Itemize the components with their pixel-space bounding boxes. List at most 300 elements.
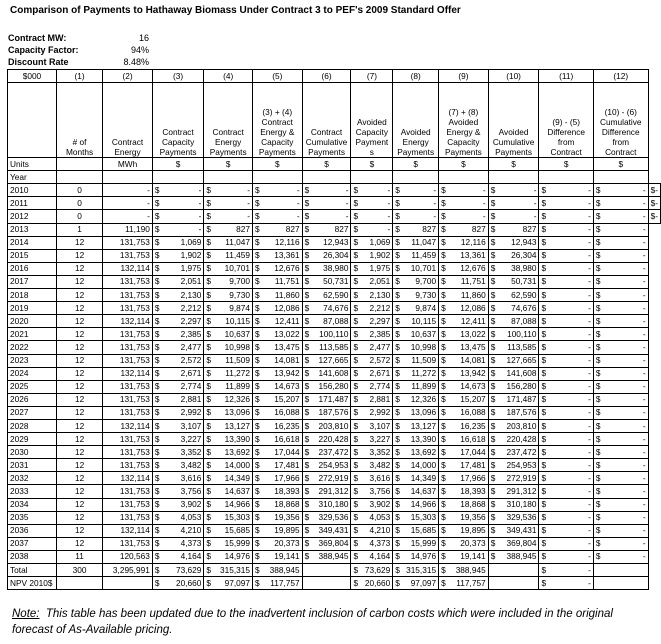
table-cell [351,577,393,590]
row-label: 2034 [8,498,57,511]
currency-sign: $ [595,224,601,235]
table-cell [488,249,539,262]
money-amount: 15,207 [460,394,486,405]
table-cell [393,524,439,537]
money-value [155,460,202,471]
currency-sign: $ [154,263,160,274]
unit-cell: $ [439,158,489,171]
money-amount: 12,411 [460,315,486,326]
money-value [491,368,537,379]
money-value [305,329,349,340]
table-cell [593,577,648,590]
currency-sign: $ [541,211,547,222]
money-amount: 26,304 [511,250,537,261]
table-cell [539,354,593,367]
table-cell [302,380,351,393]
table-cell [351,433,393,446]
money-amount: 3,352 [180,446,202,457]
table-cell [439,289,489,302]
money-amount: 73,629 [175,564,202,575]
money-value [255,303,300,314]
money-amount: 11,459 [225,250,250,261]
empty-cell [56,171,102,184]
table-cell [351,380,393,393]
currency-sign: $ [255,512,260,523]
money-value [206,250,250,261]
table-cell [253,275,303,288]
currency-sign: $ [595,381,601,392]
table-cell [253,289,303,302]
table-cell [302,550,351,563]
money-value [255,447,300,458]
currency-sign: $ [255,394,260,405]
table-cell [302,341,351,354]
table-cell [439,459,489,472]
table-cell [393,210,439,223]
currency-sign: $ [304,499,310,510]
money-amount: - [588,263,591,274]
table-cell [302,354,351,367]
money-amount: - [642,381,646,392]
money-value [155,355,202,366]
currency-sign: $ [255,355,260,366]
currency-sign: $ [490,368,496,379]
money-value [155,499,202,510]
currency-sign: $ [154,211,160,222]
money-amount: 12,116 [274,237,300,248]
currency-sign: $ [595,433,601,444]
table-cell [488,302,539,315]
money-value [541,263,590,274]
money-value [395,460,436,471]
table-cell [152,406,204,419]
unit-cell [56,158,102,171]
row-label: 2030 [8,446,57,459]
money-value [441,578,486,589]
currency-sign: $ [490,211,496,222]
table-row [8,433,661,446]
money-amount: 291,312 [506,485,537,496]
money-value [155,237,202,248]
currency-sign: $ [255,315,260,326]
money-amount: 187,576 [506,407,537,418]
money-amount: 4,210 [180,525,202,536]
currency-sign: $ [154,564,160,575]
money-value [206,407,250,418]
currency-sign: $ [304,237,310,248]
currency-sign: $ [255,459,260,470]
column-number-row [8,70,661,83]
money-value [353,276,390,287]
money-amount: - [642,224,646,235]
money-amount: - [588,328,591,339]
money-amount: 13,942 [460,368,486,379]
money-amount: 827 [285,224,300,235]
money-value [353,447,390,458]
money-amount: 9,730 [229,289,250,300]
currency-sign: $ [395,341,400,352]
column-number: (5) [253,70,303,83]
currency-sign: $ [395,551,400,562]
table-cell [302,197,351,210]
currency-sign: $ [255,184,260,195]
table-cell [351,459,393,472]
table-cell [152,249,204,262]
money-amount: - [588,538,591,549]
money-amount: - [588,446,591,457]
table-cell [539,498,593,511]
units-label: Units [8,158,57,171]
table-cell [539,446,593,459]
money-amount: 19,356 [460,512,486,523]
money-amount: 203,810 [506,420,537,431]
table-cell [539,197,593,210]
unit-cell: MWh [103,158,153,171]
money-amount: - [588,394,591,405]
empty-cell [253,171,303,184]
money-amount: 349,431 [318,525,349,536]
money-amount: - [198,224,202,235]
money-value [206,185,250,196]
table-cell [488,210,539,223]
money-value [353,316,390,327]
money-value [651,185,658,196]
table-cell [488,550,539,563]
money-value [541,421,590,432]
table-cell [152,550,204,563]
table-cell [204,184,253,197]
money-value [206,394,250,405]
money-amount: 4,210 [369,525,391,536]
money-value [206,525,250,536]
money-amount: 12,086 [274,302,300,313]
row-label: 2037 [8,537,57,550]
table-row [8,275,661,288]
table-cell [302,537,351,550]
money-value [255,434,300,445]
money-amount: 13,127 [410,420,437,431]
money-amount: 369,804 [318,538,349,549]
table-cell [152,210,204,223]
money-amount: 19,895 [274,525,300,536]
table-cell [439,550,489,563]
table-cell [488,472,539,485]
table-cell [593,564,648,577]
money-value [155,447,202,458]
table-cell: 131,753 [103,236,153,249]
table-cell [152,577,204,590]
currency-sign: $ [255,211,260,222]
money-amount: 11,272 [225,368,250,379]
money-amount: 10,701 [224,263,250,274]
money-value [155,224,202,235]
money-amount: 12,943 [511,237,537,248]
money-amount: - [642,459,646,470]
money-amount: 171,487 [506,394,537,405]
table-cell [393,406,439,419]
money-value [596,303,646,314]
money-value [155,276,202,287]
money-value [155,421,202,432]
currency-sign: $ [353,577,359,588]
money-amount: - [642,433,646,444]
money-amount: 369,804 [506,538,537,549]
currency-sign: $ [490,459,496,470]
money-amount: 272,919 [318,472,349,483]
currency-sign: $ [541,420,547,431]
table-cell [253,511,303,524]
table-cell [439,197,489,210]
money-value [305,237,349,248]
money-value [255,329,300,340]
money-value [491,394,537,405]
money-value [206,551,250,562]
currency-sign: $ [441,499,446,510]
money-amount: - [296,211,300,222]
currency-sign: $ [541,485,547,496]
money-amount: 3,227 [180,433,202,444]
table-cell [439,249,489,262]
table-cell [253,550,303,563]
currency-sign: $ [206,433,211,444]
currency-sign: $ [441,564,446,575]
money-amount: - [387,224,391,235]
money-value [395,263,436,274]
table-cell: 12 [56,511,102,524]
table-cell [302,446,351,459]
table-cell [204,354,253,367]
money-amount: - [533,211,537,222]
money-amount: - [387,197,391,208]
money-value [596,486,646,497]
table-cell [393,564,439,577]
table-cell [488,393,539,406]
table-cell [539,511,593,524]
column-header-row [8,83,661,158]
money-amount: 9,700 [229,276,250,287]
currency-sign: $ [541,551,547,562]
table-cell [539,302,593,315]
currency-sign: $ [595,355,601,366]
money-value [353,565,390,576]
table-cell [302,223,351,236]
currency-sign: $ [353,289,359,300]
table-cell [488,406,539,419]
table-cell [393,197,439,210]
currency-sign: $ [154,355,160,366]
money-value [441,381,486,392]
money-value [353,578,390,589]
table-cell [439,328,489,341]
money-amount: 3,616 [369,472,391,483]
table-cell [152,197,204,210]
money-amount: 3,482 [369,459,391,470]
currency-sign: $ [441,250,446,261]
row-label: 2028 [8,419,57,432]
row-label: NPV 2010$ [8,577,57,590]
money-value [395,565,436,576]
money-value [206,290,250,301]
row-label: 2036 [8,524,57,537]
currency-sign: $ [541,315,547,326]
table-cell [393,537,439,550]
currency-sign: $ [541,525,547,536]
table-row [8,328,661,341]
footnote-text: This table has been updated due to the inadvertent inclusion of carbon costs which were included in the original forecast of As-Available pricing. [12,608,613,636]
money-amount: - [588,315,591,326]
table-row [8,380,661,393]
table-cell [593,419,648,432]
table-cell [593,550,648,563]
money-value [491,303,537,314]
money-value [305,499,349,510]
table-cell [539,537,593,550]
money-amount: 2,572 [369,355,391,366]
money-amount: 14,349 [224,472,250,483]
currency-sign: $ [441,184,446,195]
currency-sign: $ [353,302,359,313]
money-amount: 4,373 [180,538,202,549]
money-value [353,499,390,510]
money-amount: 2,385 [369,328,391,339]
table-cell [152,446,204,459]
table-cell [393,289,439,302]
money-amount: - [345,197,349,208]
table-cell [488,524,539,537]
money-value [206,486,250,497]
money-amount: 12,326 [224,394,250,405]
table-cell [488,498,539,511]
table-cell [539,577,593,590]
currency-sign: $ [441,420,446,431]
money-amount: - [247,184,250,195]
money-amount: 18,868 [274,499,300,510]
table-cell: 12 [56,249,102,262]
table-cell [593,472,648,485]
currency-sign: $ [441,394,446,405]
currency-sign: $ [395,381,400,392]
table-cell [593,341,648,354]
currency-sign: $ [595,315,601,326]
money-amount: - [345,184,349,195]
row-label: 2010 [8,184,57,197]
money-value [155,185,202,196]
currency-sign: $ [206,315,211,326]
money-value [441,355,486,366]
table-cell: - [103,210,153,223]
table-cell [351,472,393,485]
table-cell [204,524,253,537]
row-label: 2033 [8,485,57,498]
table-cell [539,367,593,380]
money-amount: - [642,394,646,405]
currency-sign: $ [206,302,211,313]
table-cell [152,289,204,302]
table-cell [393,446,439,459]
money-value [441,290,486,301]
table-row [8,184,661,197]
money-value [596,368,646,379]
money-value [255,276,300,287]
table-cell [204,262,253,275]
money-amount: 17,966 [460,472,486,483]
empty-cell [351,171,393,184]
table-cell [253,446,303,459]
currency-sign: $ [206,394,211,405]
money-value [491,381,537,392]
table-cell [393,433,439,446]
money-amount: 827 [471,224,486,235]
currency-sign: $ [353,381,359,392]
currency-sign: $ [206,289,211,300]
currency-sign: $ [395,263,400,274]
money-amount: - [588,420,591,431]
money-amount: 18,868 [460,499,486,510]
table-cell [539,223,593,236]
currency-sign: $ [490,237,496,248]
table-cell: 131,753 [103,498,153,511]
money-amount: - [588,211,591,222]
currency-sign: $ [304,224,310,235]
money-amount: - [642,341,646,352]
table-cell [152,498,204,511]
unit-cell: $ [393,158,439,171]
money-value [395,237,436,248]
table-cell [204,341,253,354]
money-amount: 38,980 [323,263,349,274]
npv-row [8,577,661,590]
money-amount: 74,676 [511,302,537,313]
table-row [8,341,661,354]
currency-sign: $ [595,538,601,549]
money-value [441,198,486,209]
currency-sign: $ [304,368,310,379]
table-row [8,223,661,236]
table-cell [253,315,303,328]
param-value-discount-rate: 8.48% [123,57,149,67]
table-cell [351,564,393,577]
table-cell [253,419,303,432]
currency-sign: $ [395,315,400,326]
currency-sign: $ [206,224,211,235]
currency-sign: $ [304,525,310,536]
currency-sign: $ [490,485,496,496]
money-amount: - [642,368,646,379]
table-cell: 131,753 [103,380,153,393]
table-cell [152,524,204,537]
currency-sign: $ [255,250,260,261]
table-cell [593,236,648,249]
money-value [541,368,590,379]
currency-sign: $ [255,237,260,248]
currency-sign: $ [441,525,446,536]
money-amount: 388,945 [506,551,537,562]
unit-cell: $ [488,158,539,171]
money-amount: - [642,551,646,562]
table-cell [488,433,539,446]
table-cell [351,446,393,459]
table-cell [488,354,539,367]
currency-sign: $ [441,276,446,287]
table-row [8,393,661,406]
currency-sign: $ [304,433,310,444]
table-cell: 12 [56,341,102,354]
table-cell [204,393,253,406]
currency-sign: $ [541,472,547,483]
currency-sign: $ [490,263,496,274]
money-value [491,290,537,301]
money-amount: 13,096 [224,407,250,418]
